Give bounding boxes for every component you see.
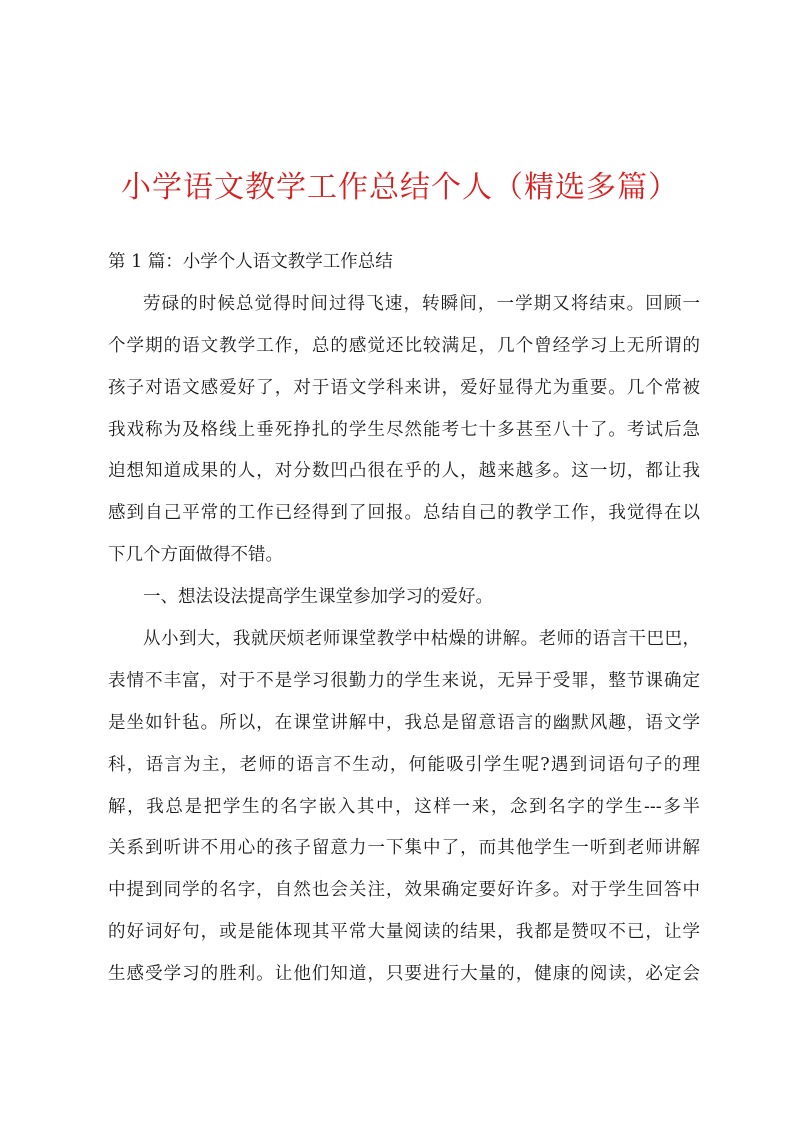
body-text-line: 生感受学习的胜利。让他们知道，只要进行大量的，健康的阅读，必定会 bbox=[108, 964, 700, 985]
document-body bbox=[108, 242, 700, 996]
body-text-line: 是坐如针毡。所以，在课堂讲解中，我总是留意语言的幽默风趣，语文学 bbox=[108, 712, 700, 733]
body-text-line: 第 1 篇：小学个人语文教学工作总结 bbox=[108, 252, 393, 272]
body-text-line: 孩子对语文感爱好了，对于语文学科来讲，爱好显得尤为重要。几个常被 bbox=[108, 377, 700, 398]
body-text-line: 中提到同学的名字，自然也会关注，效果确定要好许多。对于学生回答中 bbox=[108, 880, 700, 901]
body-text-line: 下几个方面做得不错。 bbox=[108, 545, 283, 566]
body-text-line: 从小到大，我就厌烦老师课堂教学中枯燥的讲解。老师的语言干巴巴， bbox=[143, 629, 700, 650]
body-text-line: 我戏称为及格线上垂死挣扎的学生尽然能考七十多甚至八十了。考试后急 bbox=[108, 419, 700, 440]
body-text-line: 科，语言为主，老师的语言不生动，何能吸引学生呢?遇到词语句子的理 bbox=[108, 754, 700, 775]
body-text-line: 劳碌的时候总觉得时间过得飞速，转瞬间，一学期又将结束。回顾一 bbox=[143, 293, 700, 314]
body-text-line: 一、想法设法提高学生课堂参加学习的爱好。 bbox=[143, 587, 493, 608]
document-title: 小学语文教学工作总结个人（精选多篇） bbox=[121, 170, 679, 205]
body-text-line: 迫想知道成果的人，对分数凹凸很在乎的人，越来越多。这一切，都让我 bbox=[108, 461, 700, 482]
body-text-line: 关系到听讲不用心的孩子留意力一下集中了，而其他学生一听到老师讲解 bbox=[108, 838, 700, 859]
body-text-line: 感到自己平常的工作已经得到了回报。总结自己的教学工作，我觉得在以 bbox=[108, 503, 700, 524]
body-text-line: 表情不丰富，对于不是学习很勤力的学生来说，无异于受罪，整节课确定 bbox=[108, 670, 700, 691]
body-text-line: 的好词好句，或是能体现其平常大量阅读的结果，我都是赞叹不已，让学 bbox=[108, 922, 700, 943]
body-text-line: 解，我总是把学生的名字嵌入其中，这样一来，念到名字的学生---多半 bbox=[108, 796, 700, 817]
body-text-line: 个学期的语文教学工作，总的感觉还比较满足，几个曾经学习上无所谓的 bbox=[108, 335, 700, 356]
